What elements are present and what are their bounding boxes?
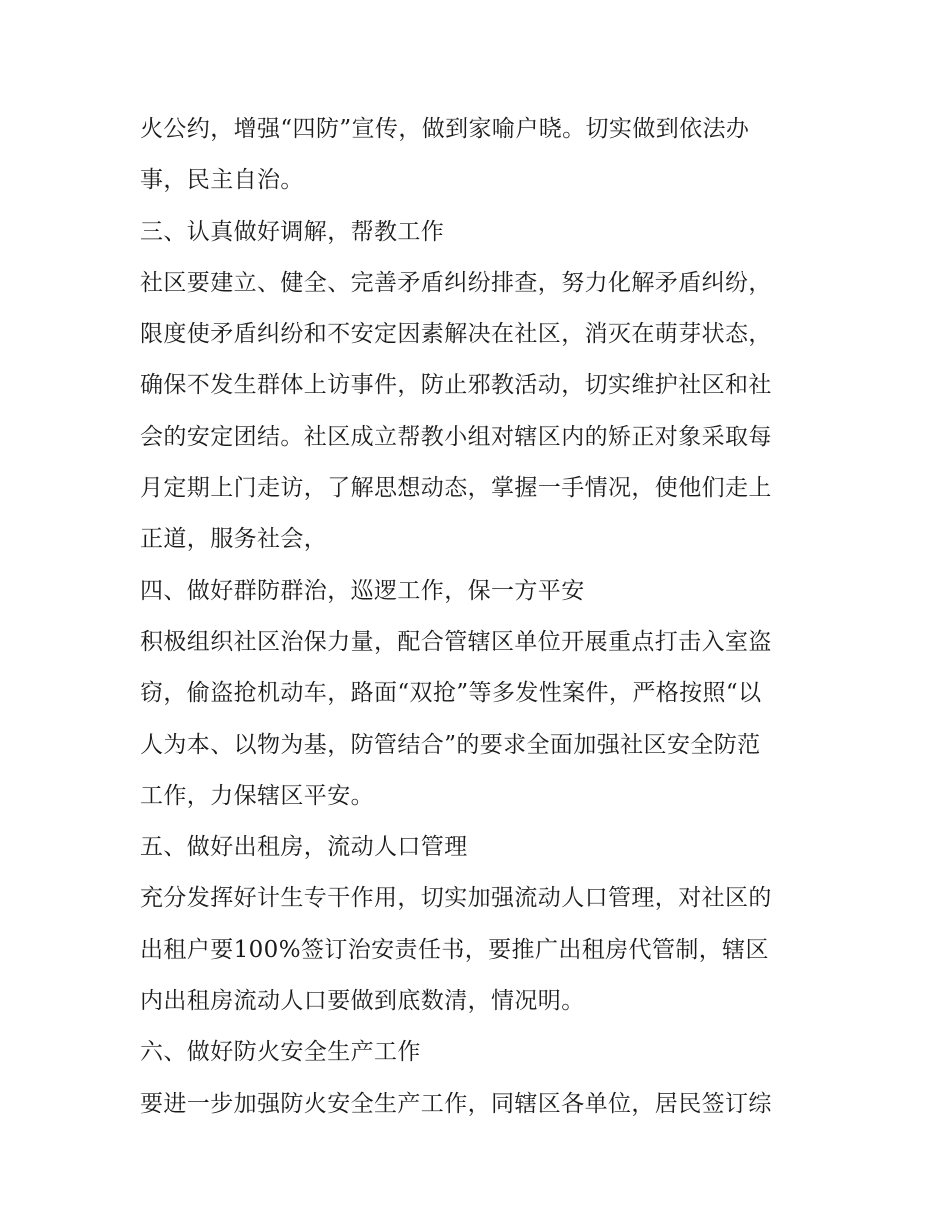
text-line: 充分发挥好计生专干作用，切实加强流动人口管理，对社区的 <box>140 885 772 912</box>
section-heading: 六、做好防火安全生产工作 <box>140 1039 421 1066</box>
text-line: 要进一步加强防火安全生产工作，同辖区各单位，居民签订综 <box>140 1090 772 1117</box>
section-heading: 三、认真做好调解，帮教工作 <box>140 218 445 245</box>
text-line: 火公约，增强“四防”宣传，做到家喻户晓。切实做到依法办 <box>140 116 750 142</box>
text-line: 事，民主自治。 <box>140 167 304 194</box>
text-line: 人为本、以物为基，防管结合”的要求全面加强社区安全防范 <box>140 731 761 758</box>
text-line: 确保不发生群体上访事件，防止邪教活动，切实维护社区和社 <box>140 372 772 399</box>
text-line: 工作，力保辖区平安。 <box>140 782 374 809</box>
text-line: 限度使矛盾纠纷和不安定因素解决在社区，消灭在萌芽状态， <box>140 321 772 348</box>
text-line: 月定期上门走访，了解思想动态，掌握一手情况，使他们走上 <box>140 475 772 502</box>
text-line: 内出租房流动人口要做到底数清，情况明。 <box>140 988 585 1015</box>
section-heading: 五、做好出租房，流动人口管理 <box>140 834 468 861</box>
text-line: 会的安定团结。社区成立帮教小组对辖区内的矫正对象采取每 <box>140 423 772 450</box>
document-body <box>140 104 830 1130</box>
text-line: 积极组织社区治保力量，配合管辖区单位开展重点打击入室盗 <box>140 628 772 655</box>
text-line: 社区要建立、健全、完善矛盾纠纷排查，努力化解矛盾纠纷， <box>140 269 772 296</box>
text-line: 出租户要100%签订治安责任书，要推广出租房代管制，辖区 <box>140 936 769 963</box>
section-heading: 四、做好群防群治，巡逻工作，保一方平安 <box>140 577 585 604</box>
text-line: 正道，服务社会， <box>140 526 328 553</box>
text-line: 窃，偷盗抢机动车，路面“双抢”等多发性案件，严格按照“以 <box>140 680 762 707</box>
